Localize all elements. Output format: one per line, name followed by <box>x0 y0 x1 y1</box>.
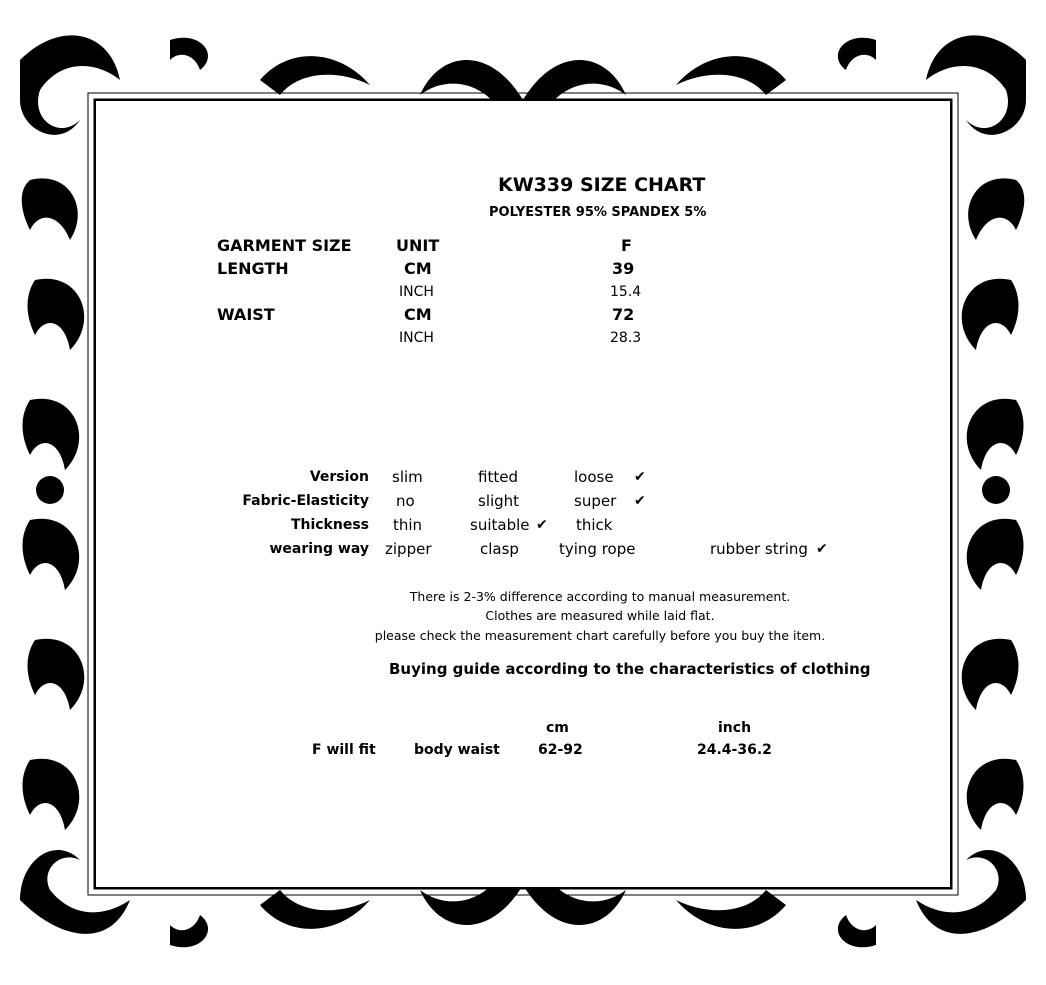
buying-guide-title: Buying guide according to the characteristics of clothing <box>389 660 871 678</box>
guide-col-inch: inch <box>718 720 752 736</box>
check-icon: ✔ <box>536 517 548 533</box>
attr-version-option: slim <box>392 468 423 486</box>
header-size-f: F <box>621 236 632 255</box>
row-waist-inch-unit: INCH <box>399 330 434 346</box>
row-length-cm-value: 39 <box>612 259 635 278</box>
material-composition: POLYESTER 95% SPANDEX 5% <box>489 205 707 220</box>
note-measurement-difference: There is 2-3% difference according to manual measurement. <box>409 589 791 604</box>
attr-elasticity-label: Fabric-Elasticity <box>242 493 369 509</box>
attr-version-label: Version <box>309 469 369 485</box>
attr-elasticity-option: no <box>396 492 415 510</box>
guide-row-label: F will fit <box>312 742 376 758</box>
attr-elasticity-option: super <box>574 492 617 510</box>
guide-col-cm: cm <box>546 720 569 736</box>
row-length-inch-unit: INCH <box>399 284 434 300</box>
attr-wearing-way-option: tying rope <box>559 540 636 558</box>
row-waist-inch-value: 28.3 <box>610 330 642 346</box>
attr-version-option: fitted <box>478 468 518 486</box>
attr-elasticity-option: slight <box>478 492 520 510</box>
row-waist-cm-unit: CM <box>404 305 432 324</box>
row-length-cm-unit: CM <box>404 259 432 278</box>
row-length-label: LENGTH <box>217 259 289 278</box>
note-check-chart: please check the measurement chart carefully before you buy the item. <box>374 628 826 643</box>
row-length-inch-value: 15.4 <box>610 284 642 300</box>
attr-thickness-option: thin <box>393 516 423 534</box>
attr-version-option: loose <box>574 468 614 486</box>
header-garment-size: GARMENT SIZE <box>217 236 352 255</box>
row-waist-label: WAIST <box>217 305 275 324</box>
attr-wearing-way-option: clasp <box>480 540 519 558</box>
note-laid-flat: Clothes are measured while laid flat. <box>485 608 715 623</box>
attr-wearing-way-option: zipper <box>385 540 432 558</box>
row-waist-cm-value: 72 <box>612 305 635 324</box>
attr-wearing-way-label: wearing way <box>269 541 369 557</box>
guide-inch-value: 24.4-36.2 <box>697 742 772 758</box>
guide-row-measure: body waist <box>414 742 500 758</box>
attr-thickness-label: Thickness <box>290 517 369 533</box>
attr-wearing-way-option: rubber string <box>710 540 808 558</box>
attr-thickness-option: suitable <box>470 516 530 534</box>
guide-cm-value: 62-92 <box>538 742 583 758</box>
check-icon: ✔ <box>816 541 828 557</box>
chart-title: KW339 SIZE CHART <box>498 174 706 196</box>
check-icon: ✔ <box>634 469 646 485</box>
attr-thickness-option: thick <box>576 516 613 534</box>
header-unit: UNIT <box>396 236 440 255</box>
check-icon: ✔ <box>634 493 646 509</box>
